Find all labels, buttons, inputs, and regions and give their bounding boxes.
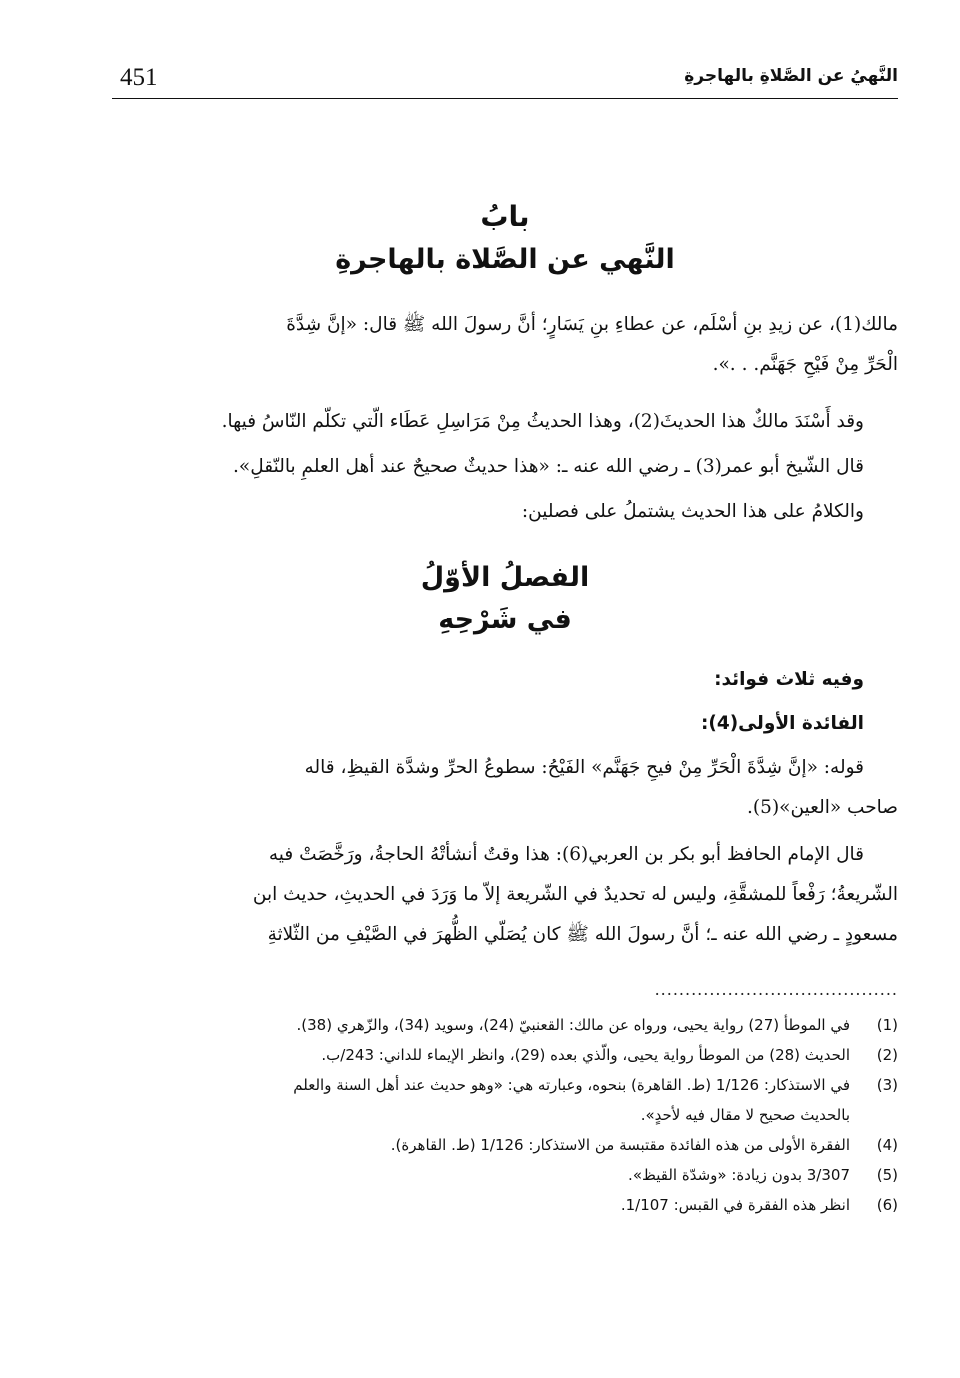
paragraph-line: قال الشّيخ أبو عمر(3) ـ رضي الله عنه ـ: «هذا حديثٌ صحيحٌ عند أهل العلمِ بالنّقلِ». (233, 456, 864, 477)
footnote-number: (4) (876, 1136, 898, 1154)
fawaid-intro (112, 660, 898, 700)
footnote-text: الحديث (28) من الموطأ رواية يحيى، والّذي بعده (29)، وانظر الإيماء للداني: 243/ب. (321, 1046, 850, 1064)
paragraph-line: مسعودٍ ـ رضي الله عنه ـ؛ أنَّ رسولَ الله ﷺ كان يُصَلّي الظُّهرَ في الصَّيْفِ من الثّلاثةِ (267, 924, 898, 945)
footnote-number: (1) (876, 1016, 898, 1034)
footnote-number: (2) (876, 1046, 898, 1064)
footnote-separator: ........................................ (654, 980, 898, 999)
paragraph-line: الفائدة الأولى(4): (700, 713, 864, 734)
paragraph-line: والكلامُ على هذا الحديث يشتملُ على فصلين: (521, 501, 864, 522)
paragraph-line: صاحب «العين»(5). (747, 797, 898, 818)
paragraph-fayh (112, 748, 898, 828)
paragraph-line: قوله: «إنَّ شِدَّةَ الْحَرِّ مِنْ فيحِ جَهَنَّم» الفَيْحُ: سطوعُ الحرِّ وشدَّة القيظِ، قاله (304, 757, 864, 778)
section-title: الفصلُ الأوّلُ (420, 562, 590, 593)
paragraph-malik (112, 305, 898, 385)
footnote-text: الفقرة الأولى من هذه الفائدة مقتبسة من الاستذكار: 1/126 (ط. القاهرة). (390, 1136, 850, 1154)
footnote-text: في الموطأ (27) رواية يحيى، ورواه عن مالك: القعنبيّ (24)، وسويد (34)، والزّهري (38). (296, 1016, 850, 1034)
footnote-item (112, 1070, 898, 1130)
footnote-text (112, 1070, 850, 1130)
page-header (112, 62, 898, 99)
section-subtitle: في شَرْحِهِ (438, 604, 572, 635)
footnote-number: (6) (876, 1196, 898, 1214)
footnote-line: بالحديث صحيح لا مقال فيه لأحدٍ». (640, 1106, 850, 1124)
page-number: 451 (120, 64, 158, 91)
footnote-text: انظر هذه الفقرة في القبس: 1/107. (620, 1196, 850, 1214)
paragraph-line: وقد أَسْنَدَ مالكٌ هذا الحديثَ(2)، وهذا الحديثُ مِنْ مَرَاسِلِ عَطَاء الّتي تكلّم النّاسُ فيها. (221, 411, 864, 432)
paragraph-isnad (112, 402, 898, 442)
running-title: النَّهيُ عن الصَّلاةِ بالهاجرةِ (684, 66, 898, 86)
paragraph-line: قال الإمام الحافظ أبو بكر بن العربي(6): هذا وقتٌ أنشأتْهُ الحاجةُ، ورَخَّصَتْ فيه (268, 844, 864, 865)
footnote-item (112, 1040, 898, 1070)
footnote-number: (3) (876, 1076, 898, 1094)
paragraph-line: مالك(1)، عن زيدِ بنِ أسْلَم، عن عطاءِ بنِ يَسَارٍ؛ أنَّ رسولَ الله ﷺ قال: «إنَّ شِدَّةَ (286, 314, 898, 335)
footnote-line: في الاستذكار: 1/126 (ط. القاهرة) بنحوه، وعبارته هي: «وهو حديث عند أهل السنة والعلم (293, 1076, 850, 1094)
footnote-item (112, 1190, 898, 1220)
paragraph-abu-umar (112, 447, 898, 487)
paragraph-line: الْحَرِّ مِنْ فَيْحِ جَهَنَّم. . .». (712, 354, 898, 375)
paragraph-two-sections (112, 492, 898, 532)
paragraph-ibn-arabi (112, 835, 898, 955)
faida-title (112, 704, 898, 744)
chapter-title: النَّهي عن الصَّلاة بالهاجرةِ (335, 244, 675, 275)
footnote-text: 3/307 بدون زيادة: «وشدّة القيظ». (628, 1166, 850, 1184)
footnote-item (112, 1130, 898, 1160)
footnote-item (112, 1160, 898, 1190)
footnote-number: (5) (876, 1166, 898, 1184)
footnote-item (112, 1010, 898, 1040)
paragraph-line: وفيه ثلاث فوائد: (714, 669, 864, 690)
paragraph-line: الشّريعةُ؛ رَفْعاً للمشقَّةِ، وليس له تحديدٌ في الشّريعة إلاّ ما وَرَدَ في الحديثِ، حديث ابن (252, 884, 898, 905)
chapter-label: بابُ (480, 200, 530, 233)
footnotes (112, 1010, 898, 1220)
